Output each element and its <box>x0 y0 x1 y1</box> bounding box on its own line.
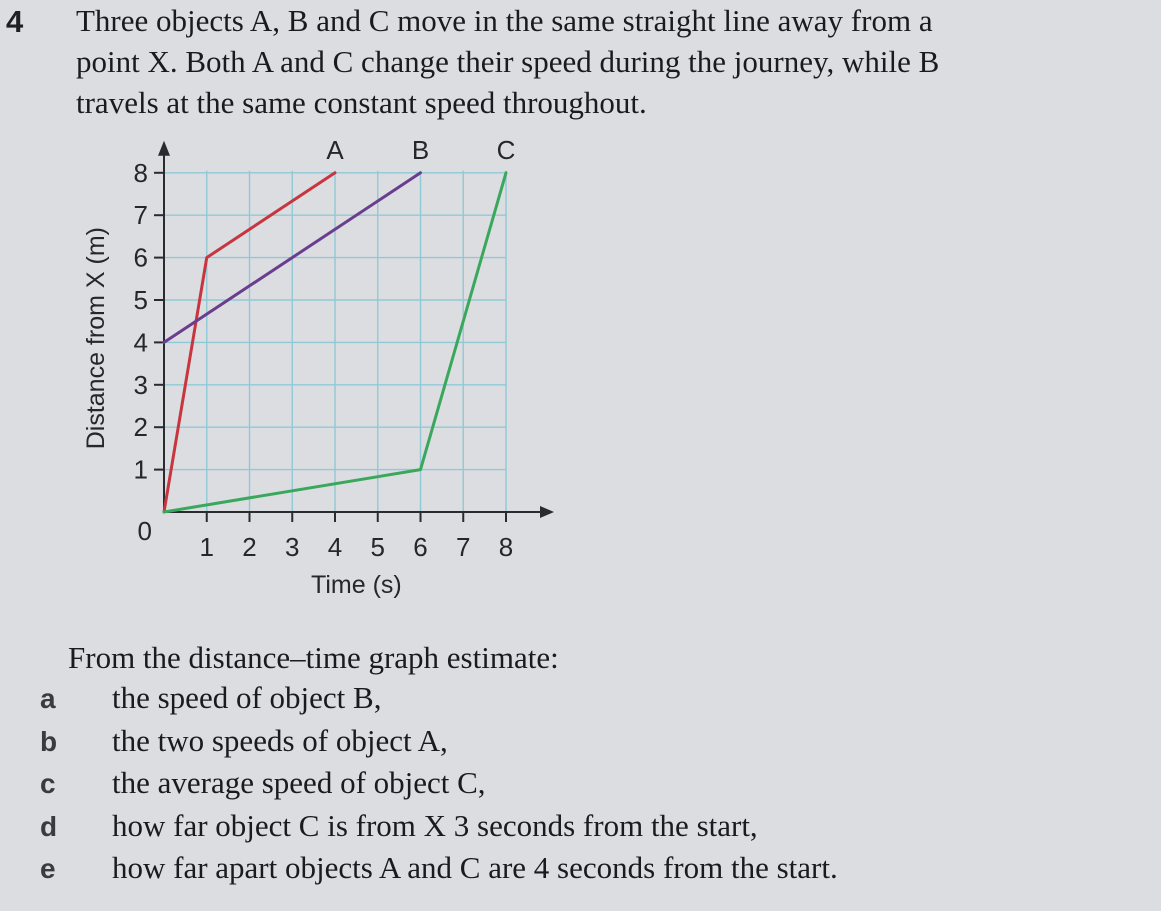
part-letter: a <box>40 683 56 714</box>
question-part <box>40 847 838 890</box>
y-tick-label: 4 <box>133 327 148 358</box>
x-tick-label: 4 <box>327 532 343 562</box>
series-label-a: A <box>326 134 344 165</box>
intro-line: point X. Both A and C change their speed during the journey, while B <box>76 44 940 79</box>
part-letter: c <box>40 768 56 799</box>
y-tick-label: 8 <box>133 157 148 188</box>
x-axis-label: Time (s) <box>311 571 402 599</box>
part-letter: b <box>40 725 58 757</box>
y-tick-label: 7 <box>133 200 148 231</box>
y-axis-arrow-icon <box>158 141 170 156</box>
part-text: the two speeds of object A, <box>112 722 448 758</box>
question-part <box>40 762 838 805</box>
part-text: how far object C is from X 3 seconds from the start, <box>112 807 758 843</box>
part-text: the speed of object B, <box>112 680 382 715</box>
x-tick-label: 8 <box>498 532 514 562</box>
question-part <box>40 677 838 720</box>
x-tick-label: 5 <box>370 532 385 562</box>
y-tick-label: 6 <box>133 242 148 273</box>
intro-line: Three objects A, B and C move in the same straight line away from a <box>76 3 933 38</box>
part-letter: e <box>40 853 56 884</box>
question-parts <box>40 677 838 890</box>
x-axis-arrow-icon <box>540 506 554 518</box>
series-label-c: C <box>496 134 516 165</box>
intro-line: travels at the same constant speed throughout. <box>76 85 647 120</box>
question-part <box>40 720 838 763</box>
origin-label: 0 <box>137 516 152 546</box>
x-tick-label: 3 <box>285 532 300 562</box>
part-text: the average speed of object C, <box>112 765 486 800</box>
x-tick-label: 6 <box>413 532 428 562</box>
y-tick-label: 1 <box>133 454 148 485</box>
question-part <box>40 805 838 848</box>
y-tick-label: 5 <box>133 285 148 315</box>
y-tick-label: 3 <box>133 369 148 400</box>
x-tick-label: 7 <box>456 532 471 562</box>
question-number: 4 <box>6 4 24 39</box>
part-letter: d <box>40 810 58 842</box>
x-tick-label: 2 <box>242 532 257 562</box>
series-label-b: B <box>411 134 430 165</box>
question-prompt: From the distance–time graph estimate: <box>68 640 559 675</box>
part-text: how far apart objects A and C are 4 seconds from the start. <box>112 850 838 885</box>
x-tick-label: 1 <box>199 532 214 562</box>
y-axis-label: Distance from X (m) <box>82 227 110 450</box>
y-tick-label: 2 <box>133 412 148 443</box>
